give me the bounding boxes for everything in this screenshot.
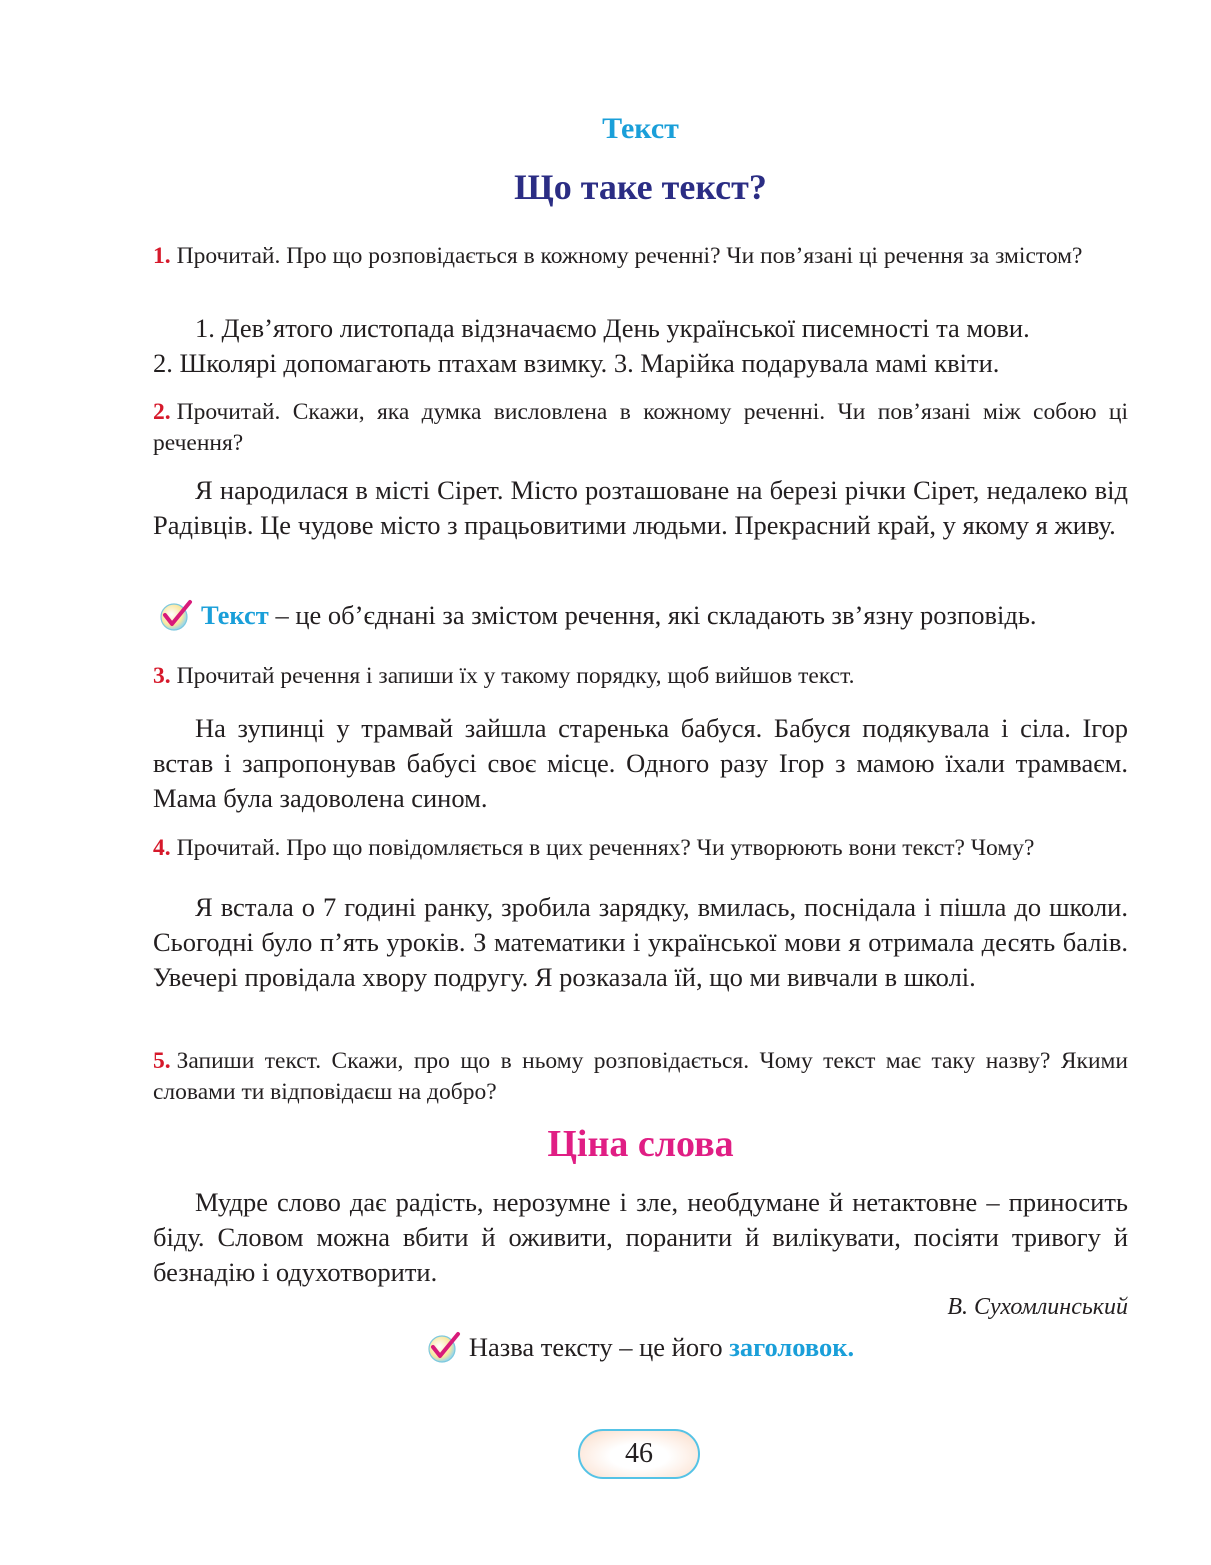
task-number: 2. — [153, 399, 171, 425]
section-label: Текст — [602, 112, 679, 145]
task-3-instruction — [153, 661, 1128, 692]
task-number: 3. — [153, 663, 171, 689]
rule-definition: – це об’єднані за змістом речення, які складають зв’язну розповідь. — [268, 600, 1037, 630]
rule-definition-text — [159, 598, 1134, 633]
task-text: Прочитай. Скажи, яка думка висловлена в кожному реченні. Чи пов’язані між собою ці речення? — [153, 399, 1128, 456]
task-1-instruction — [153, 241, 1128, 272]
task-2-reading-text: Я народилася в місті Сірет. Місто розташоване на березі річки Сірет, недалеко від Радівців. Це чудове місто з працьовитими людьми. Прекрасний край, у якому я живу. — [153, 475, 1128, 540]
task-text: Запиши текст. Скажи, про що в ньому розповідається. Чому текст має таку назву? Якими словами ти відповідаєш на добро? — [153, 1048, 1128, 1105]
rule-term: Текст — [201, 600, 269, 630]
task-4-instruction — [153, 833, 1128, 864]
rule-term: заголовок. — [729, 1332, 855, 1362]
task-text: Прочитай речення і запиши їх у такому порядку, щоб вийшов текст. — [176, 663, 855, 689]
task-4-reading-text: Я встала о 7 годині ранку, зробила зарядку, вмилась, поснідала і пішла до школи. Сьогодні було п’ять уроків. З математики і української мови я отримала десять балів. Увечері провідала хвору подругу. Я розказала їй, що ми вивчали в школі. — [153, 892, 1128, 992]
task-text: Прочитай. Про що повідомляється в цих реченнях? Чи утворюють вони текст? Чому? — [176, 835, 1035, 861]
checkmark-icon — [427, 1330, 461, 1364]
task-number: 1. — [153, 243, 171, 269]
task-2-instruction — [153, 397, 1128, 459]
story-text: Мудре слово дає радість, нерозумне і зле, необдумане й нетактовне – приносить біду. Словом можна вбити й оживити, поранити й вилікувати, посіяти тривогу й безнадію і одухотворити. — [153, 1187, 1128, 1287]
story-title: Ціна слова — [547, 1123, 734, 1165]
task-1-sentence-line-2: 2. Школярі допомагають птахам взимку. 3. Марійка подарувала мамі квіти. — [153, 348, 1000, 378]
task-text: Прочитай. Про що розповідається в кожному реченні? Чи пов’язані ці речення за змістом? — [176, 243, 1083, 269]
rule-prefix: Назва тексту – це його — [468, 1332, 730, 1362]
story-author: В. Сухомлинський — [947, 1294, 1128, 1320]
task-number: 4. — [153, 835, 171, 861]
task-number: 5. — [153, 1048, 171, 1074]
task-1-sentence-line-1: 1. Дев’ятого листопада відзначаємо День української писемності та мови. — [195, 313, 1030, 343]
page-number: 46 — [578, 1429, 700, 1479]
checkmark-icon — [159, 598, 193, 632]
title-rule — [153, 1330, 1128, 1365]
textbook-page — [153, 0, 1128, 1565]
task-3-reading-text: На зупинці у трамвай зайшла старенька бабуся. Бабуся подякувала і сіла. Ігор встав і запропонував бабусі своє місце. Одного разу Ігор з мамою їхали трамваєм. Мама була задоволена сином. — [153, 713, 1128, 813]
task-5-instruction — [153, 1046, 1128, 1108]
page-title: Що таке текст? — [514, 167, 767, 207]
